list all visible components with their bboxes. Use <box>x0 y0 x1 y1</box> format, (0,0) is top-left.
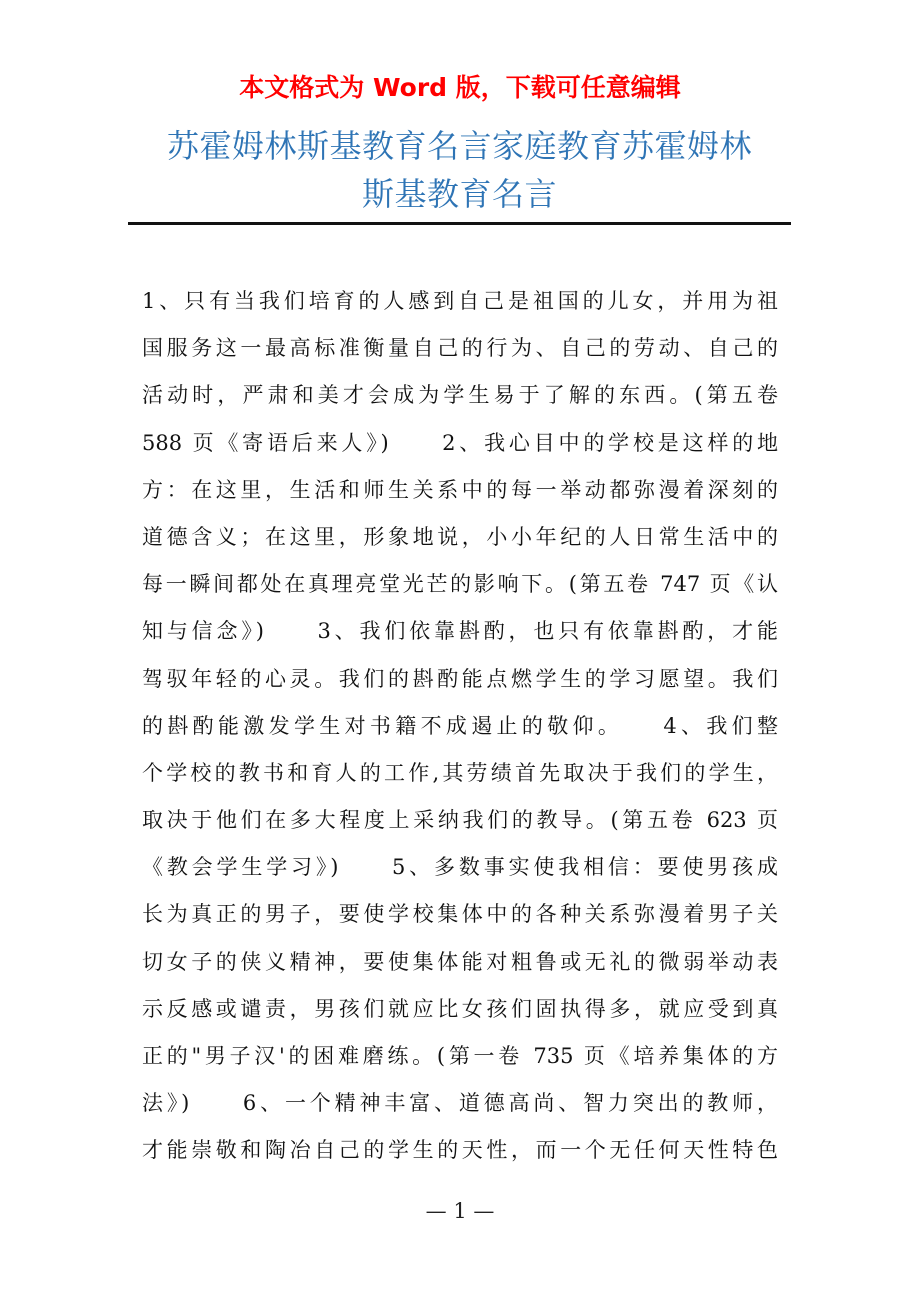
text-line: 驾驭年轻的心灵。我们的斟酌能点燃学生的学习愿望。我们 <box>142 666 778 691</box>
text-line: 道德含义；在这里，形象地说，小小年纪的人日常生活中的 <box>142 524 778 549</box>
text-line: 正的"男子汉'的困难磨练。(第一卷 735 页《培养集体的方 <box>142 1044 778 1068</box>
page-number: — 1 — <box>425 1199 495 1223</box>
body-paragraph <box>142 283 778 1180</box>
text-line: 588 页《寄语后来人》) 2、我心目中的学校是这样的地 <box>142 430 778 455</box>
text-line: 个学校的教书和育人的工作,其劳绩首先取决于我们的学生， <box>142 760 778 785</box>
text-line: 方：在这里，生活和师生关系中的每一举动都弥漫着深刻的 <box>142 477 778 502</box>
text-line: 国服务这一最高标准衡量自己的行为、自己的劳动、自己的 <box>142 336 778 361</box>
text-line: 的斟酌能激发学生对书籍不成遏止的敬仰。 4、我们整 <box>142 713 778 738</box>
text-line: 长为真正的男子，要使学校集体中的各种关系弥漫着男子关 <box>142 902 778 927</box>
text-line: 知与信念》) 3、我们依靠斟酌，也只有依靠斟酌，才能 <box>142 619 778 644</box>
text-line: 才能崇敬和陶冶自己的学生的天性，而一个无任何天性特色 <box>142 1138 778 1163</box>
text-line: 1、只有当我们培育的人感到自己是祖国的儿女，并用为祖 <box>142 289 778 313</box>
title-line: 斯基教育名言 <box>361 175 557 213</box>
text-line: 《教会学生学习》) 5、多数事实使我相信：要使男孩成 <box>142 855 778 880</box>
text-line: 法》) 6、一个精神丰富、道德高尚、智力突出的教师， <box>142 1091 778 1116</box>
document-title <box>128 122 791 218</box>
format-notice: 本文格式为 Word 版，下载可任意编辑 <box>239 73 681 102</box>
text-line: 示反感或谴责，男孩们就应比女孩们固执得多，就应受到真 <box>142 996 778 1021</box>
title-divider <box>128 222 791 225</box>
title-line: 苏霍姆林斯基教育名言家庭教育苏霍姆林 <box>166 127 752 165</box>
text-line: 取决于他们在多大程度上采纳我们的教导。(第五卷 623 页 <box>142 808 778 833</box>
text-line: 每一瞬间都处在真理亮堂光芒的影响下。(第五卷 747 页《认 <box>142 572 778 597</box>
text-line: 活动时，严肃和美才会成为学生易于了解的东西。(第五卷 <box>142 383 778 408</box>
text-line: 切女子的侠义精神，要使集体能对粗鲁或无礼的微弱举动表 <box>142 949 778 974</box>
